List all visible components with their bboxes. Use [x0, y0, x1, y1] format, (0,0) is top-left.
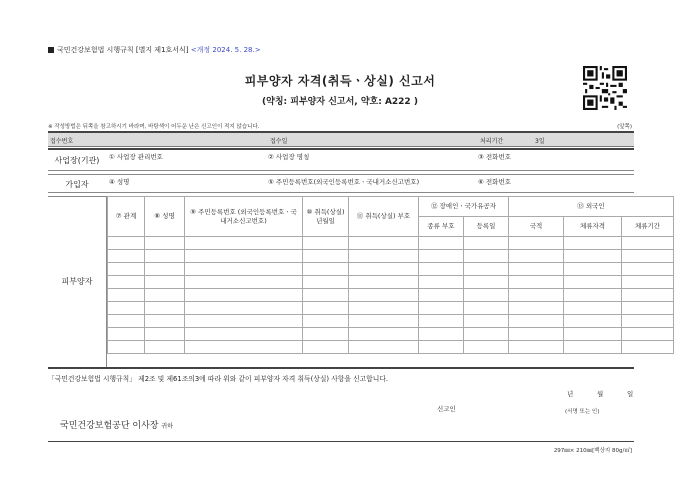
- table-cell[interactable]: [303, 341, 349, 354]
- form-title: 피부양자 자격(취득ㆍ상실) 신고서: [244, 74, 436, 88]
- table-cell[interactable]: [349, 328, 419, 341]
- table-cell[interactable]: [185, 328, 303, 341]
- table-row: [108, 276, 674, 289]
- table-cell[interactable]: [622, 341, 674, 354]
- table-cell[interactable]: [564, 328, 622, 341]
- table-cell[interactable]: [564, 302, 622, 315]
- addressee-suffix: 귀하: [161, 423, 173, 430]
- table-cell[interactable]: [564, 276, 622, 289]
- table-cell[interactable]: [622, 315, 674, 328]
- table-cell[interactable]: [564, 289, 622, 302]
- table-cell[interactable]: [419, 263, 464, 276]
- table-cell[interactable]: [145, 250, 185, 263]
- col-stay-period: 체류기간: [622, 217, 674, 237]
- paper-spec: 297㎜× 210㎜[백상지 80g/㎡]: [553, 448, 632, 454]
- table-cell[interactable]: [145, 302, 185, 315]
- divider: [48, 148, 634, 150]
- table-cell[interactable]: [464, 302, 509, 315]
- dependents-table: [107, 196, 674, 354]
- table-cell[interactable]: [622, 250, 674, 263]
- table-cell[interactable]: [303, 315, 349, 328]
- table-cell[interactable]: [185, 237, 303, 250]
- table-cell[interactable]: [108, 237, 145, 250]
- receipt-number-label: 접수번호: [50, 138, 74, 145]
- table-row: [108, 289, 674, 302]
- table-cell[interactable]: [419, 302, 464, 315]
- table-row: [108, 263, 674, 276]
- table-row: [108, 341, 674, 354]
- table-cell[interactable]: [464, 328, 509, 341]
- table-cell[interactable]: [509, 250, 564, 263]
- table-cell[interactable]: [185, 289, 303, 302]
- dependents-label: 피부양자: [61, 277, 93, 286]
- col-rrn: ⑨ 주민등록번호 (외국인등록번호ㆍ국내거소신고번호): [185, 197, 303, 237]
- table-cell[interactable]: [108, 315, 145, 328]
- table-cell[interactable]: [622, 276, 674, 289]
- table-cell[interactable]: [303, 302, 349, 315]
- subscriber-label: 가입자: [65, 180, 89, 189]
- table-row: [108, 328, 674, 341]
- table-cell[interactable]: [349, 315, 419, 328]
- table-cell[interactable]: [145, 237, 185, 250]
- table-cell[interactable]: [349, 276, 419, 289]
- table-cell[interactable]: [419, 315, 464, 328]
- workplace-id-field[interactable]: ① 사업장 관리번호: [109, 153, 163, 161]
- table-cell[interactable]: [108, 341, 145, 354]
- table-cell[interactable]: [419, 328, 464, 341]
- table-cell[interactable]: [185, 276, 303, 289]
- table-cell[interactable]: [509, 263, 564, 276]
- table-cell[interactable]: [464, 250, 509, 263]
- declaration-text: 「국민건강보험법 시행규칙」 제2조 및 제61조의3에 따라 위와 같이 피부양자 자격 취득(상실) 사항을 신고합니다.: [48, 375, 389, 383]
- table-cell[interactable]: [419, 250, 464, 263]
- addressee-name: 국민건강보험공단 이사장: [60, 421, 159, 431]
- table-cell[interactable]: [303, 276, 349, 289]
- divider: [48, 174, 634, 175]
- law-reference-text: 국민건강보험법 시행규칙 [별지 제1호서식]: [57, 46, 189, 54]
- table-cell[interactable]: [419, 276, 464, 289]
- table-cell[interactable]: [509, 302, 564, 315]
- table-cell[interactable]: [145, 263, 185, 276]
- subscriber-name-field[interactable]: ④ 성명: [109, 178, 130, 186]
- table-cell[interactable]: [564, 237, 622, 250]
- table-cell[interactable]: [185, 302, 303, 315]
- col-acq-code: ⑪ 취득(상실) 부호: [349, 197, 419, 237]
- divider: [48, 192, 634, 193]
- table-cell[interactable]: [622, 302, 674, 315]
- revision-date: <개정 2024. 5. 28.>: [190, 46, 261, 54]
- table-row: [108, 302, 674, 315]
- table-cell[interactable]: [185, 263, 303, 276]
- divider: [48, 170, 634, 171]
- table-cell[interactable]: [419, 237, 464, 250]
- table-cell[interactable]: [564, 341, 622, 354]
- receipt-row: [48, 133, 634, 147]
- table-cell[interactable]: [145, 315, 185, 328]
- table-cell[interactable]: [303, 250, 349, 263]
- table-cell[interactable]: [622, 328, 674, 341]
- table-cell[interactable]: [622, 289, 674, 302]
- col-acq-date: ⑩ 취득(상실) 년월일: [303, 197, 349, 237]
- table-cell[interactable]: [349, 341, 419, 354]
- date-day-label: 일: [627, 390, 634, 398]
- table-cell[interactable]: [349, 237, 419, 250]
- subscriber-phone-field[interactable]: ⑥ 전화번호: [478, 178, 512, 186]
- table-cell[interactable]: [185, 315, 303, 328]
- law-reference: [48, 45, 261, 55]
- form-subtitle: (약칭: 피부양자 신고서, 약호: A222 ): [262, 97, 418, 107]
- table-cell[interactable]: [464, 237, 509, 250]
- table-cell[interactable]: [509, 315, 564, 328]
- processing-period-label: 처리기간: [480, 138, 504, 145]
- table-cell[interactable]: [509, 276, 564, 289]
- table-cell[interactable]: [185, 341, 303, 354]
- group-disabled: ⑫ 장애인ㆍ국가유공자: [419, 197, 509, 217]
- table-cell[interactable]: [145, 328, 185, 341]
- receipt-date-label: 접수일: [270, 138, 288, 145]
- workplace-phone-field[interactable]: ③ 전화번호: [478, 153, 512, 161]
- table-cell[interactable]: [564, 250, 622, 263]
- table-row: [108, 250, 674, 263]
- table-cell[interactable]: [108, 276, 145, 289]
- table-cell[interactable]: [509, 328, 564, 341]
- reporter-label: 신고인: [437, 405, 456, 413]
- workplace-name-field[interactable]: ② 사업장 명칭: [268, 153, 310, 161]
- table-row: [108, 315, 674, 328]
- processing-period-value: 3일: [535, 138, 545, 145]
- table-cell[interactable]: [464, 263, 509, 276]
- table-cell[interactable]: [108, 263, 145, 276]
- table-cell[interactable]: [349, 250, 419, 263]
- table-cell[interactable]: [349, 263, 419, 276]
- table-cell[interactable]: [108, 302, 145, 315]
- col-name: ⑧ 성명: [145, 197, 185, 237]
- group-foreigner: ⑬ 외국인: [509, 197, 674, 217]
- table-cell[interactable]: [349, 302, 419, 315]
- table-cell[interactable]: [145, 276, 185, 289]
- bullet-square-icon: [48, 47, 54, 53]
- table-cell[interactable]: [622, 237, 674, 250]
- table-cell[interactable]: [303, 237, 349, 250]
- table-cell[interactable]: [564, 315, 622, 328]
- guide-note: ※ 작성방법은 뒤쪽을 참고하시기 바라며, 바탕색이 어두운 난은 신고인이 적지 않습니다.: [48, 124, 260, 130]
- col-nationality: 국적: [509, 217, 564, 237]
- table-cell[interactable]: [108, 250, 145, 263]
- table-cell[interactable]: [303, 289, 349, 302]
- table-cell[interactable]: [419, 341, 464, 354]
- page-side-note: (앞쪽): [617, 124, 632, 130]
- col-relation: ⑦ 관계: [108, 197, 145, 237]
- table-cell[interactable]: [464, 315, 509, 328]
- table-cell[interactable]: [464, 341, 509, 354]
- addressee: [60, 418, 173, 431]
- date-month-label: 월: [597, 390, 604, 398]
- table-cell[interactable]: [464, 276, 509, 289]
- table-cell[interactable]: [303, 263, 349, 276]
- table-cell[interactable]: [564, 263, 622, 276]
- table-cell[interactable]: [509, 237, 564, 250]
- workplace-label: 사업장(기관): [54, 156, 100, 165]
- table-cell[interactable]: [108, 289, 145, 302]
- table-cell[interactable]: [145, 289, 185, 302]
- table-cell[interactable]: [108, 328, 145, 341]
- col-reg-date: 등록일: [464, 217, 509, 237]
- form-bottom-border: [48, 441, 634, 442]
- date-year-label: 년: [567, 390, 574, 398]
- table-cell[interactable]: [509, 341, 564, 354]
- table-cell[interactable]: [303, 328, 349, 341]
- table-cell[interactable]: [622, 263, 674, 276]
- col-type-code: 종류 부호: [419, 217, 464, 237]
- subscriber-rrn-field[interactable]: ⑤ 주민등록번호(외국인등록번호ㆍ국내거소신고번호): [268, 178, 420, 186]
- table-cell[interactable]: [419, 289, 464, 302]
- table-cell[interactable]: [349, 289, 419, 302]
- table-cell[interactable]: [145, 341, 185, 354]
- table-cell[interactable]: [185, 250, 303, 263]
- table-cell[interactable]: [509, 289, 564, 302]
- signature-note: (서명 또는 인): [565, 409, 600, 415]
- col-stay-status: 체류자격: [564, 217, 622, 237]
- divider: [48, 367, 634, 369]
- table-row: [108, 237, 674, 250]
- table-cell[interactable]: [464, 289, 509, 302]
